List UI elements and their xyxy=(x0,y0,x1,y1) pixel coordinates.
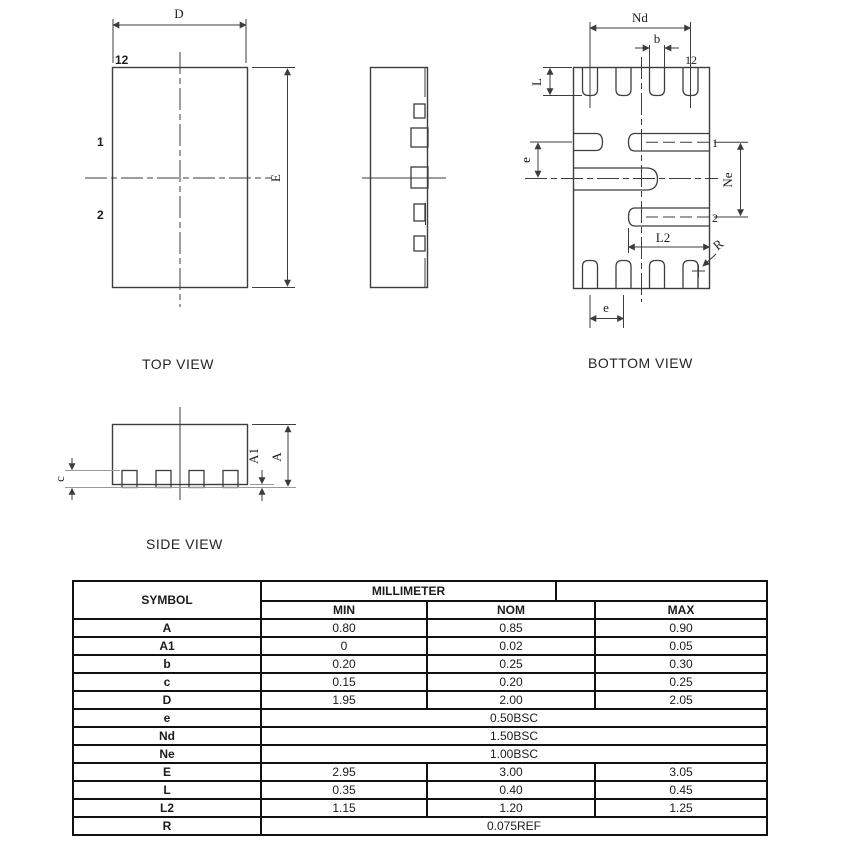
dim-Nd xyxy=(590,10,691,28)
cell-min: 1.95 xyxy=(260,692,426,708)
cell-span-value: 1.50BSC xyxy=(260,728,766,744)
dim-label-Ne: Ne xyxy=(720,172,735,188)
header-empty-cell xyxy=(555,582,766,600)
cell-nom: 0.20 xyxy=(426,674,594,690)
table-row-Ne xyxy=(74,744,766,762)
dim-label-e-bottom: e xyxy=(603,300,609,315)
dim-label-e-left: e xyxy=(518,157,533,163)
bottom-view xyxy=(518,10,748,371)
cell-min: 0.35 xyxy=(260,782,426,798)
table-row-R xyxy=(74,816,766,834)
dim-label-c: c xyxy=(52,476,67,482)
dim-e-bottom xyxy=(590,295,624,328)
cell-symbol: b xyxy=(163,657,171,671)
caption-side-view: SIDE VIEW xyxy=(146,536,223,552)
cell-min: 0 xyxy=(260,638,426,654)
table-row-b xyxy=(74,654,766,672)
bottom-view-pin1-label: 1 xyxy=(712,136,718,150)
cell-symbol: D xyxy=(162,693,172,707)
cell-max: 0.45 xyxy=(594,782,766,798)
header-nom: NOM xyxy=(426,602,594,618)
cell-max: 1.25 xyxy=(594,800,766,816)
cell-span-value: 0.075REF xyxy=(260,818,766,834)
dim-Ne xyxy=(716,142,748,217)
table-row-Nd xyxy=(74,726,766,744)
cell-min: 0.20 xyxy=(260,656,426,672)
cell-min: 0.15 xyxy=(260,674,426,690)
table-row-L2 xyxy=(74,798,766,816)
table-row-A xyxy=(74,618,766,636)
cell-symbol: c xyxy=(163,675,171,689)
table-header xyxy=(74,582,766,618)
cell-nom: 0.25 xyxy=(426,656,594,672)
cell-symbol: Ne xyxy=(159,747,175,761)
dim-c xyxy=(52,458,72,500)
cell-symbol: e xyxy=(163,711,171,725)
cell-min: 0.80 xyxy=(260,620,426,636)
bottom-view-pin2-label: 2 xyxy=(712,211,718,225)
cell-span-value: 0.50BSC xyxy=(260,710,766,726)
top-view-pin12-label: 12 xyxy=(115,53,129,67)
cell-symbol: L2 xyxy=(159,801,174,815)
dim-label-R: R xyxy=(709,236,727,254)
bottom-view-pin12-label: 12 xyxy=(685,53,697,67)
header-min: MIN xyxy=(260,602,426,618)
cell-max: 0.30 xyxy=(594,656,766,672)
dim-label-D: D xyxy=(174,6,184,21)
cell-nom: 0.85 xyxy=(426,620,594,636)
dim-e-left xyxy=(518,142,572,177)
dim-label-L: L xyxy=(529,78,544,86)
cell-nom: 2.00 xyxy=(426,692,594,708)
cell-symbol: L xyxy=(163,783,171,797)
cell-min: 2.95 xyxy=(260,764,426,780)
dim-label-E: E xyxy=(268,174,283,182)
cell-max: 3.05 xyxy=(594,764,766,780)
cell-span-value: 1.00BSC xyxy=(260,746,766,762)
cell-nom: 0.02 xyxy=(426,638,594,654)
dim-label-L2: L2 xyxy=(655,230,671,245)
table-row-c xyxy=(74,672,766,690)
cell-symbol: E xyxy=(162,765,171,779)
caption-top-view: TOP VIEW xyxy=(142,356,214,372)
side-view xyxy=(52,407,296,552)
side-profile-view xyxy=(362,68,446,288)
cell-symbol: A xyxy=(162,621,172,635)
dim-A1 xyxy=(246,448,262,501)
cell-max: 2.05 xyxy=(594,692,766,708)
top-view-pin1-label: 1 xyxy=(97,135,104,149)
table-row-E xyxy=(74,762,766,780)
table-row-L xyxy=(74,780,766,798)
header-symbol: SYMBOL xyxy=(141,593,193,607)
dim-label-A1: A1 xyxy=(246,448,261,464)
cell-symbol: R xyxy=(162,819,172,833)
dim-label-Nd: Nd xyxy=(632,10,648,25)
table-row-e xyxy=(74,708,766,726)
cell-symbol: A1 xyxy=(159,639,175,653)
dim-label-b: b xyxy=(653,31,661,46)
cell-nom: 1.20 xyxy=(426,800,594,816)
cell-nom: 0.40 xyxy=(426,782,594,798)
header-max: MAX xyxy=(594,602,766,618)
dimension-table xyxy=(72,580,768,836)
cell-min: 1.15 xyxy=(260,800,426,816)
cell-max: 0.25 xyxy=(594,674,766,690)
top-view xyxy=(85,6,295,372)
cell-max: 0.05 xyxy=(594,638,766,654)
table-row-A1 xyxy=(74,636,766,654)
dim-label-A: A xyxy=(269,452,284,462)
cell-nom: 3.00 xyxy=(426,764,594,780)
top-view-pin2-label: 2 xyxy=(97,208,104,222)
header-millimeter: MILLIMETER xyxy=(260,582,555,600)
table-row-D xyxy=(74,690,766,708)
caption-bottom-view: BOTTOM VIEW xyxy=(588,355,693,371)
cell-max: 0.90 xyxy=(594,620,766,636)
cell-symbol: Nd xyxy=(159,729,175,743)
